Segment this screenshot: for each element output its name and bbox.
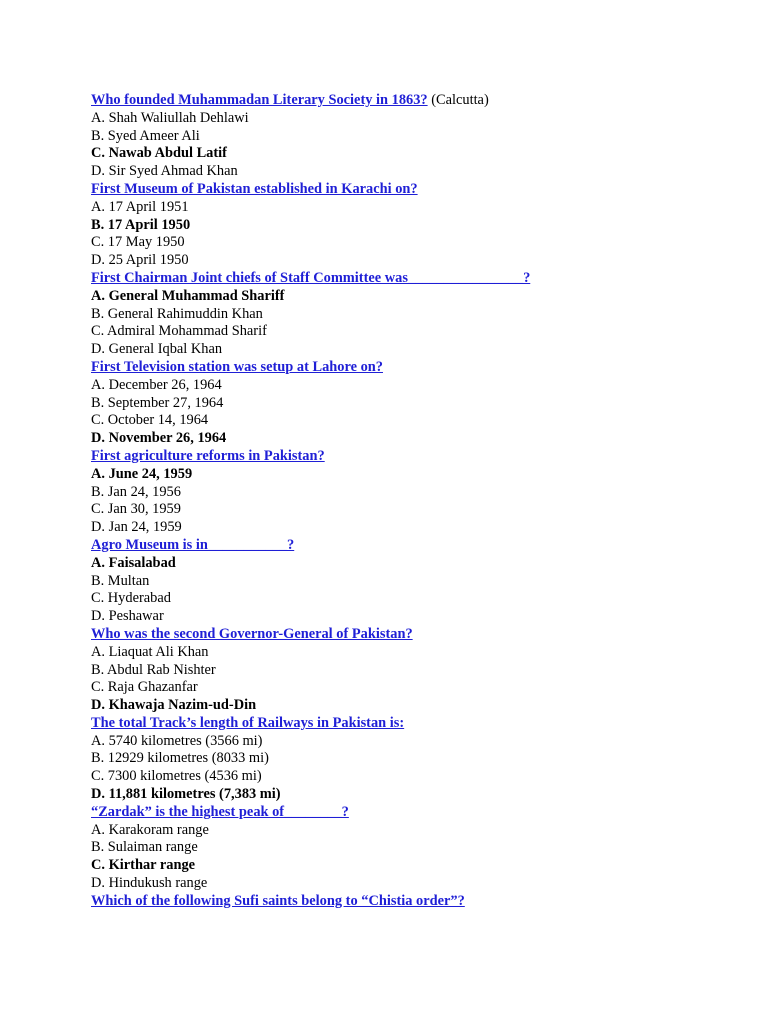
option-a-correct: A. June 24, 1959 xyxy=(91,465,193,482)
option-a-correct: A. General Muhammad Shariff xyxy=(91,287,285,304)
option-d: D. Hindukush range xyxy=(91,875,208,892)
option-b: B. Sulaiman range xyxy=(91,839,198,856)
question-block-6 xyxy=(91,537,731,555)
option-a: A. Liaquat Ali Khan xyxy=(91,643,209,660)
question-block-3 xyxy=(91,270,731,288)
question-block-4 xyxy=(91,359,731,377)
option-d: D. Peshawar xyxy=(91,608,164,625)
option-b: B. September 27, 1964 xyxy=(91,394,224,411)
question-block-1 xyxy=(91,92,731,110)
option-b-correct: B. 17 April 1950 xyxy=(91,216,191,233)
question-note: (Calcutta) xyxy=(427,92,489,108)
option-c-correct: C. Kirthar range xyxy=(91,857,196,874)
option-d-correct: D. Khawaja Nazim-ud-Din xyxy=(91,697,257,714)
question-link[interactable]: Agro Museum is in___________? xyxy=(91,536,295,553)
question-block-10 xyxy=(91,893,731,911)
option-c: C. October 14, 1964 xyxy=(91,412,209,429)
question-block-9 xyxy=(91,804,731,822)
question-link[interactable]: Which of the following Sufi saints belong to “Chistia order”? xyxy=(91,892,465,909)
option-d-correct: D. 11,881 kilometres (7,383 mi) xyxy=(91,786,281,803)
option-a: A. 17 April 1951 xyxy=(91,198,189,215)
document-page xyxy=(91,92,731,911)
option-d: D. Sir Syed Ahmad Khan xyxy=(91,163,238,180)
option-b: B. Abdul Rab Nishter xyxy=(91,661,216,678)
option-d: D. 25 April 1950 xyxy=(91,252,189,269)
option-d: D. General Iqbal Khan xyxy=(91,341,223,358)
option-c: C. Jan 30, 1959 xyxy=(91,501,181,518)
option-c: C. Hyderabad xyxy=(91,590,171,607)
option-a: A. Karakoram range xyxy=(91,821,209,838)
question-link[interactable]: Who founded Muhammadan Literary Society in 1863? xyxy=(91,92,428,108)
question-block-7 xyxy=(91,626,731,644)
question-link[interactable]: “Zardak” is the highest peak of________? xyxy=(91,803,349,820)
question-link[interactable]: First Television station was setup at Lahore on? xyxy=(91,358,383,375)
option-c: C. 17 May 1950 xyxy=(91,234,185,251)
option-c: C. Admiral Mohammad Sharif xyxy=(91,323,267,340)
question-block-5 xyxy=(91,448,731,466)
option-b: B. Jan 24, 1956 xyxy=(91,483,181,500)
question-block-2 xyxy=(91,181,731,199)
option-a-correct: A. Faisalabad xyxy=(91,554,176,571)
option-a: A. December 26, 1964 xyxy=(91,376,222,393)
option-b: B. Syed Ameer Ali xyxy=(91,127,200,144)
option-a: A. 5740 kilometres (3566 mi) xyxy=(91,732,263,749)
option-a: A. Shah Waliullah Dehlawi xyxy=(91,109,249,126)
question-link[interactable]: First Museum of Pakistan established in Karachi on? xyxy=(91,180,418,197)
question-link[interactable]: First Chairman Joint chiefs of Staff Committee was________________? xyxy=(91,269,531,286)
option-b: B. Multan xyxy=(91,572,150,589)
question-link[interactable]: The total Track’s length of Railways in Pakistan is: xyxy=(91,714,405,731)
question-link[interactable]: First agriculture reforms in Pakistan? xyxy=(91,447,325,464)
option-c: C. Raja Ghazanfar xyxy=(91,679,198,696)
option-b: B. General Rahimuddin Khan xyxy=(91,305,263,322)
option-d-correct: D. November 26, 1964 xyxy=(91,430,227,447)
question-link[interactable]: Who was the second Governor-General of Pakistan? xyxy=(91,625,413,642)
option-c: C. 7300 kilometres (4536 mi) xyxy=(91,768,262,785)
option-c-correct: C. Nawab Abdul Latif xyxy=(91,145,227,162)
option-d: D. Jan 24, 1959 xyxy=(91,519,182,536)
question-block-8 xyxy=(91,715,731,733)
option-b: B. 12929 kilometres (8033 mi) xyxy=(91,750,269,767)
